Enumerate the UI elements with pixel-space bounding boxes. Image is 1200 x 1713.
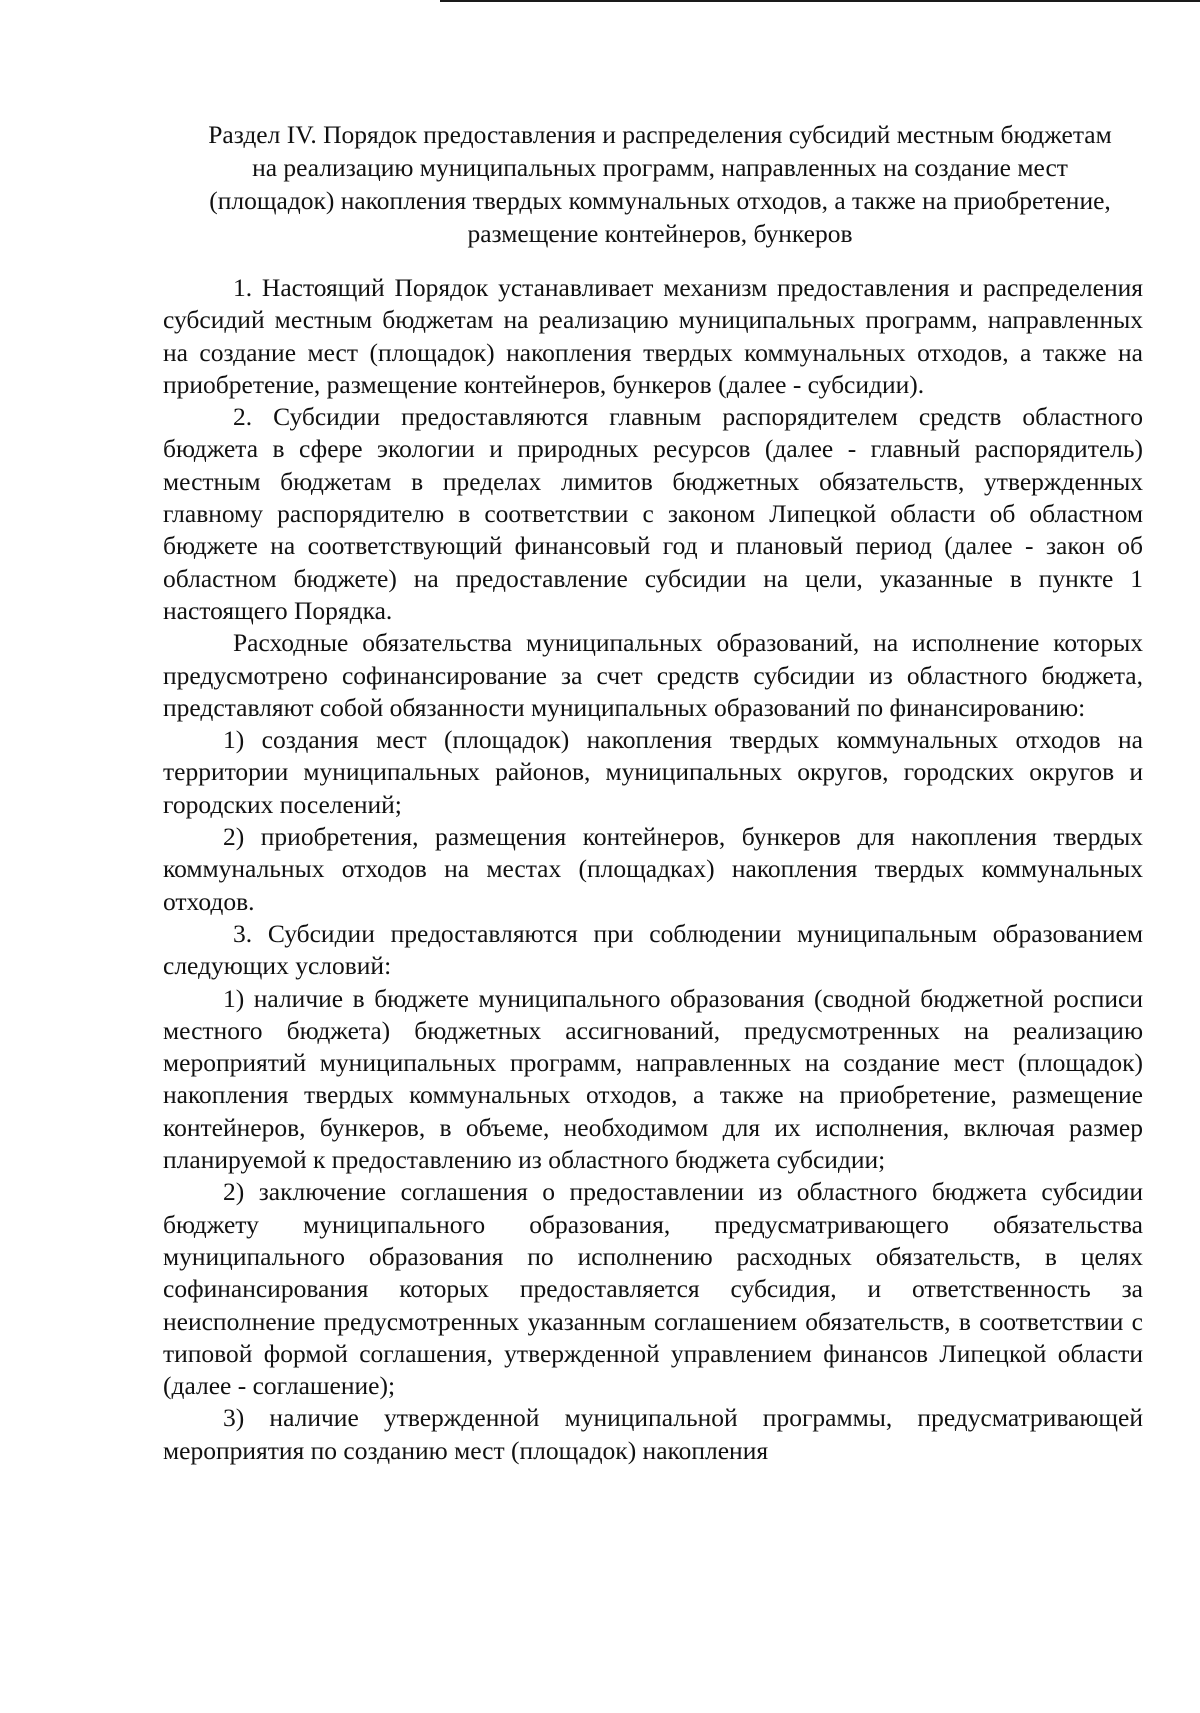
paragraph-2-obligations: Расходные обязательства муниципальных образований, на исполнение которых предусмотрено софинансирование за счет средств субсидии из областного бюджета, представляют собой обязанности муниципальных образований по финансированию: — [163, 628, 1143, 722]
scan-edge-line — [440, 0, 1200, 2]
paragraph-1: 1. Настоящий Порядок устанавливает механизм предоставления и распределения субсидий местным бюджетам на реализацию муниципальных программ, направленных на создание мест (площадок) накопления твердых коммунальных отходов, а также на приобретение, размещение контейнеров, бункеров (далее - субсидии). — [163, 273, 1143, 399]
section-title: Раздел IV. Порядок предоставления и распределения субсидий местным бюджетам на реализацию муниципальных программ, направленных на создание мест (площадок) накопления твердых коммунальных отходов, а также на приобретение, размещение контейнеров, бункеров — [208, 120, 1112, 248]
paragraph-2-item-2: 2) приобретения, размещения контейнеров, бункеров для накопления твердых коммунальных отходов на местах (площадках) накопления твердых коммунальных отходов. — [163, 822, 1143, 916]
paragraph-3-item-1: 1) наличие в бюджете муниципального образования (сводной бюджетной росписи местного бюджета) бюджетных ассигнований, предусмотренных на реализацию мероприятий муниципальных программ, направленных на создание мест (площадок) накопления твердых коммунальных отходов, а также на приобретение, размещение контейнеров, бункеров, в объеме, необходимом для их исполнения, включая размер планируемой к предоставлению из областного бюджета субсидии; — [163, 983, 1143, 1175]
paragraph-2-item-1: 1) создания мест (площадок) накопления твердых коммунальных отходов на территории муниципальных районов, муниципальных округов, городских округов и городских поселений; — [163, 725, 1143, 819]
paragraph-3: 3. Субсидии предоставляются при соблюдении муниципальным образованием следующих условий: — [163, 918, 1143, 981]
document-body — [163, 272, 1143, 1467]
paragraph-3-item-2: 2) заключение соглашения о предоставлении из областного бюджета субсидии бюджету муниципального образования, предусматривающего обязательства муниципального образования по исполнению расходных обязательств, в целях софинансирования которых предоставляется субсидия, и ответственность за неисполнение предусмотренных указанным соглашением обязательств, в соответствии с типовой формой соглашения, утвержденной управлением финансов Липецкой области (далее - соглашение); — [163, 1177, 1143, 1401]
paragraph-2: 2. Субсидии предоставляются главным распорядителем средств областного бюджета в сфере экологии и природных ресурсов (далее - главный распорядитель) местным бюджетам в пределах лимитов бюджетных обязательств, утвержденных главному распорядителю в соответствии с законом Липецкой области об областном бюджете на соответствующий финансовый год и плановый период (далее - закон об областном бюджете) на предоставление субсидии на цели, указанные в пункте 1 настоящего Порядка. — [163, 402, 1143, 625]
paragraph-3-item-3: 3) наличие утвержденной муниципальной программы, предусматривающей мероприятия по созданию мест (площадок) накопления — [163, 1403, 1143, 1465]
